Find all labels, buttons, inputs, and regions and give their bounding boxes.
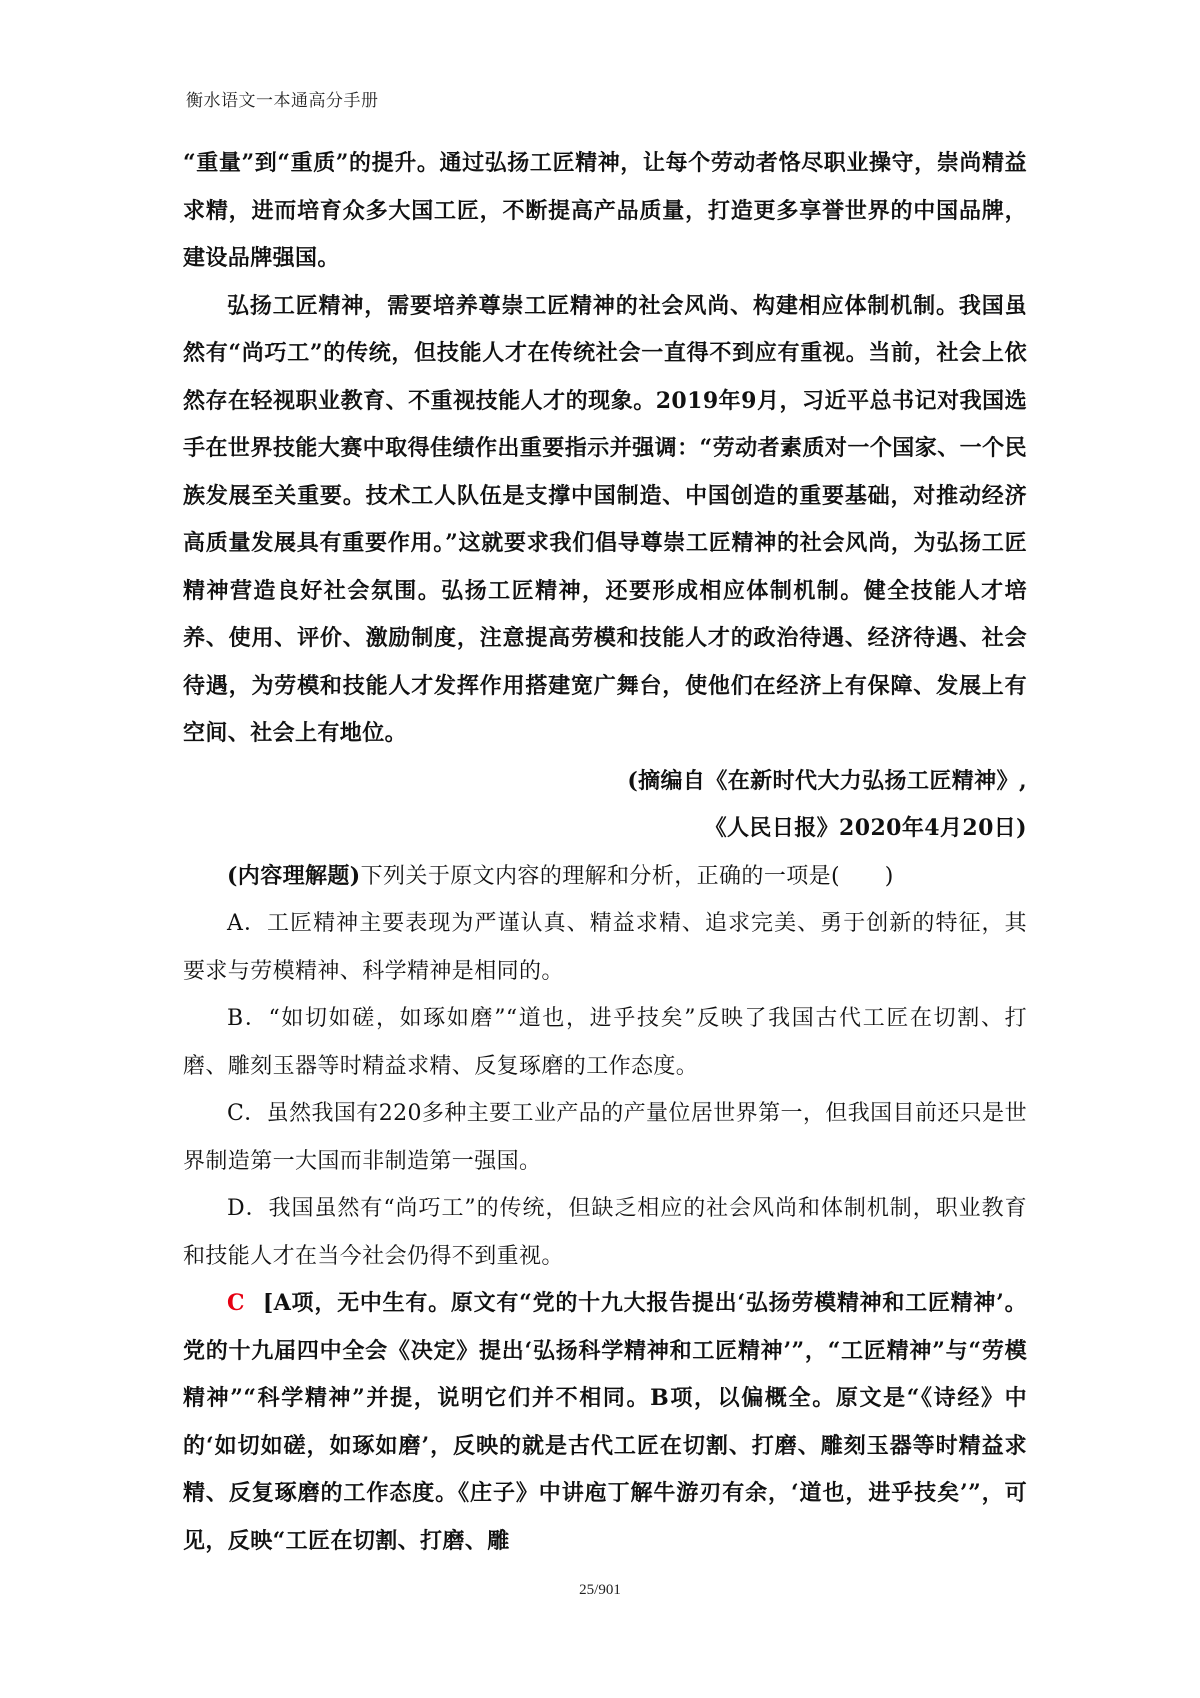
question-type-tag: (内容理解题) [227, 862, 361, 889]
answer-explanation-text: [A项，无中生有。原文有“党的十九大报告提出‘弘扬劳模精神和工匠精神’。党的十九届四中全会《决定》提出‘弘扬科学精神和工匠精神’”，“工匠精神”与“劳模精神”“科学精神”并提，说明它们并不相同。B项，以偏概全。原文是“《诗经》中的‘如切如磋，如琢如磨’，反映的就是古代工匠在切割、打磨、雕刻玉器等时精益求精、反复琢磨的工作态度。《庄子》中讲庖丁解牛游刃有余，‘道也，进乎技矣’”，可见，反映“工匠在切割、打磨、雕 [183, 1290, 1027, 1554]
page-number: 25/901 [579, 1582, 621, 1598]
passage-source-line-2: 《人民日报》2020年4月20日) [704, 815, 1027, 841]
question-stem [183, 853, 1027, 901]
passage-paragraph-2: 弘扬工匠精神，需要培养尊崇工匠精神的社会风尚、构建相应体制机制。我国虽然有“尚巧工”的传统，但技能人才在传统社会一直得不到应有重视。当前，社会上依然存在轻视职业教育、不重视技能人才的现象。2019年9月，习近平总书记对我国选手在世界技能大赛中取得佳绩作出重要指示并强调：“劳动者素质对一个国家、一个民族发展至关重要。技术工人队伍是支撑中国制造、中国创造的重要基础，对推动经济高质量发展具有重要作用。”这就要求我们倡导尊崇工匠精神的社会风尚，为弘扬工匠精神营造良好社会氛围。弘扬工匠精神，还要形成相应体制机制。健全技能人才培养、使用、评价、激励制度，注意提高劳模和技能人才的政治待遇、经济待遇、社会待遇，为劳模和技能人才发挥作用搭建宽广舞台，使他们在经济上有保障、发展上有空间、社会上有地位。 [183, 292, 1027, 746]
option-d: D．我国虽然有“尚巧工”的传统，但缺乏相应的社会风尚和体制机制，职业教育和技能人才在当今社会仍得不到重视。 [183, 1196, 1027, 1269]
answer-explanation [183, 1280, 1027, 1565]
book-header: 衡水语文一本通高分手册 [186, 91, 379, 111]
option-b: B．“如切如磋，如琢如磨”“道也，进乎技矣”反映了我国古代工匠在切割、打磨、雕刻玉器等时精益求精、反复琢磨的工作态度。 [183, 1006, 1027, 1079]
answer-letter: C [227, 1290, 245, 1316]
passage-source-line-1: (摘编自《在新时代大力弘扬工匠精神》, [627, 767, 1027, 794]
option-a: A．工匠精神主要表现为严谨认真、精益求精、追求完美、勇于创新的特征，其要求与劳模精神、科学精神是相同的。 [183, 911, 1027, 984]
option-c: C．虽然我国有220多种主要工业产品的产量位居世界第一，但我国目前还只是世界制造第一大国而非制造第一强国。 [183, 1101, 1027, 1174]
passage-paragraph-1: “重量”到“重质”的提升。通过弘扬工匠精神，让每个劳动者恪尽职业操守，崇尚精益求精，进而培育众多大国工匠，不断提高产品质量，打造更多享誉世界的中国品牌，建设品牌强国。 [183, 150, 1027, 271]
question-stem-text: 下列关于原文内容的理解和分析，正确的一项是( ) [360, 863, 894, 889]
page-content [183, 140, 1027, 1565]
